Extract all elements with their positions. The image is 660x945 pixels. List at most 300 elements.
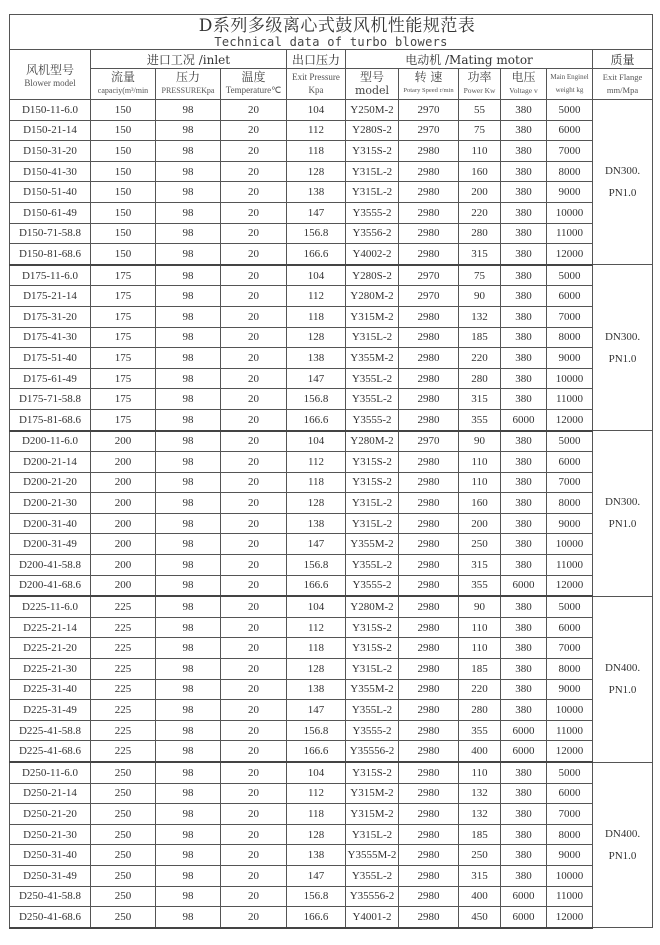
temperature-cell: 20 [221, 555, 287, 576]
motor-model-cell: Y355M-2 [346, 679, 399, 700]
header-flange [593, 69, 653, 100]
speed-cell: 2980 [399, 202, 459, 223]
table-row [10, 244, 653, 265]
flow-cell: 175 [91, 306, 156, 327]
inlet-pressure-cell: 98 [156, 824, 221, 845]
speed-cell: 2970 [399, 100, 459, 121]
table-row [10, 865, 653, 886]
flange-cell [593, 762, 653, 928]
header-voltage-en: Voltage v [509, 86, 538, 95]
voltage-cell: 380 [501, 452, 547, 473]
power-cell: 450 [459, 907, 501, 928]
inlet-pressure-cell: 98 [156, 762, 221, 783]
blower-model-cell: D225-21-14 [10, 617, 91, 638]
temperature-cell: 20 [221, 865, 287, 886]
weight-cell: 7000 [547, 804, 593, 825]
inlet-pressure-cell: 98 [156, 638, 221, 659]
motor-model-cell: Y35556-2 [346, 741, 399, 762]
inlet-pressure-cell: 98 [156, 493, 221, 514]
motor-model-cell: Y315S-2 [346, 617, 399, 638]
exit-pressure-cell: 166.6 [287, 741, 346, 762]
exit-pressure-cell: 112 [287, 783, 346, 804]
voltage-cell: 380 [501, 638, 547, 659]
blower-model-cell: D250-21-30 [10, 824, 91, 845]
flow-cell: 175 [91, 389, 156, 410]
voltage-cell: 380 [501, 865, 547, 886]
blower-model-cell: D250-11-6.0 [10, 762, 91, 783]
speed-cell: 2980 [399, 907, 459, 928]
power-cell: 132 [459, 306, 501, 327]
table-row [10, 659, 653, 680]
temperature-cell: 20 [221, 720, 287, 741]
motor-model-cell: Y355L-2 [346, 368, 399, 389]
table-body [10, 100, 653, 928]
temperature-cell: 20 [221, 306, 287, 327]
voltage-cell: 6000 [501, 409, 547, 430]
motor-model-cell: Y3556-2 [346, 223, 399, 244]
header-motor-model-en: model [354, 84, 390, 97]
blower-model-cell: D200-41-68.6 [10, 575, 91, 596]
voltage-cell: 380 [501, 596, 547, 617]
flow-cell: 150 [91, 120, 156, 141]
blower-model-cell: D250-41-68.6 [10, 907, 91, 928]
speed-cell: 2980 [399, 804, 459, 825]
motor-model-cell: Y315S-2 [346, 638, 399, 659]
power-cell: 55 [459, 100, 501, 121]
table-row [10, 100, 653, 121]
weight-cell: 6000 [547, 286, 593, 307]
temperature-cell: 20 [221, 327, 287, 348]
voltage-cell: 380 [501, 265, 547, 286]
inlet-pressure-cell: 98 [156, 865, 221, 886]
table-row [10, 431, 653, 452]
motor-model-cell: Y315S-2 [346, 452, 399, 473]
motor-model-cell: Y315L-2 [346, 493, 399, 514]
header-temperature-en: Temperature℃ [225, 85, 282, 95]
weight-cell: 10000 [547, 202, 593, 223]
flow-cell: 150 [91, 244, 156, 265]
blower-model-cell: D175-11-6.0 [10, 265, 91, 286]
speed-cell: 2980 [399, 617, 459, 638]
power-cell: 315 [459, 244, 501, 265]
power-cell: 220 [459, 202, 501, 223]
speed-cell: 2980 [399, 223, 459, 244]
header-blower-model [10, 50, 91, 100]
blower-model-cell: D250-21-20 [10, 804, 91, 825]
speed-cell: 2970 [399, 286, 459, 307]
table-row [10, 472, 653, 493]
header-weight-en: Main Enginel [550, 73, 589, 81]
blower-model-cell: D250-41-58.8 [10, 886, 91, 907]
weight-cell: 7000 [547, 638, 593, 659]
blower-model-cell: D200-41-58.8 [10, 555, 91, 576]
power-cell: 315 [459, 555, 501, 576]
exit-pressure-cell: 138 [287, 679, 346, 700]
flow-cell: 250 [91, 865, 156, 886]
power-cell: 110 [459, 452, 501, 473]
inlet-pressure-cell: 98 [156, 534, 221, 555]
voltage-cell: 380 [501, 286, 547, 307]
flow-cell: 175 [91, 368, 156, 389]
voltage-cell: 380 [501, 783, 547, 804]
table-row [10, 783, 653, 804]
speed-cell: 2980 [399, 452, 459, 473]
weight-cell: 7000 [547, 306, 593, 327]
flow-cell: 200 [91, 575, 156, 596]
weight-cell: 9000 [547, 845, 593, 866]
inlet-pressure-cell: 98 [156, 223, 221, 244]
inlet-pressure-cell: 98 [156, 617, 221, 638]
table-row [10, 368, 653, 389]
table-row [10, 804, 653, 825]
temperature-cell: 20 [221, 100, 287, 121]
temperature-cell: 20 [221, 161, 287, 182]
flow-cell: 250 [91, 804, 156, 825]
exit-pressure-cell: 118 [287, 141, 346, 162]
temperature-cell: 20 [221, 679, 287, 700]
temperature-cell: 20 [221, 368, 287, 389]
weight-cell: 11000 [547, 555, 593, 576]
blower-model-cell: D200-21-30 [10, 493, 91, 514]
flow-cell: 225 [91, 659, 156, 680]
header-weight-unit: weight kg [555, 86, 584, 94]
header-flow-cn: 流量 [110, 70, 135, 84]
flow-cell: 250 [91, 886, 156, 907]
inlet-pressure-cell: 98 [156, 720, 221, 741]
exit-pressure-cell: 104 [287, 100, 346, 121]
motor-model-cell: Y315L-2 [346, 161, 399, 182]
weight-cell: 10000 [547, 534, 593, 555]
weight-cell: 11000 [547, 223, 593, 244]
flange-cell [593, 265, 653, 431]
blower-model-cell: D225-21-20 [10, 638, 91, 659]
temperature-cell: 20 [221, 265, 287, 286]
table-row [10, 202, 653, 223]
exit-pressure-cell: 112 [287, 452, 346, 473]
table-row [10, 182, 653, 203]
weight-cell: 8000 [547, 824, 593, 845]
speed-cell: 2980 [399, 638, 459, 659]
temperature-cell: 20 [221, 472, 287, 493]
speed-cell: 2980 [399, 244, 459, 265]
speed-cell: 2980 [399, 783, 459, 804]
power-cell: 110 [459, 141, 501, 162]
exit-pressure-cell: 138 [287, 182, 346, 203]
header-voltage-cn: 电压 [511, 70, 536, 84]
voltage-cell: 380 [501, 617, 547, 638]
voltage-cell: 380 [501, 389, 547, 410]
weight-cell: 5000 [547, 100, 593, 121]
blower-model-cell: D225-31-49 [10, 700, 91, 721]
blower-model-cell: D150-71-58.8 [10, 223, 91, 244]
motor-model-cell: Y280M-2 [346, 431, 399, 452]
speed-cell: 2980 [399, 659, 459, 680]
motor-model-cell: Y315L-2 [346, 327, 399, 348]
flow-cell: 225 [91, 617, 156, 638]
temperature-cell: 20 [221, 409, 287, 430]
voltage-cell: 380 [501, 348, 547, 369]
voltage-cell: 380 [501, 513, 547, 534]
flow-cell: 225 [91, 700, 156, 721]
weight-cell: 5000 [547, 431, 593, 452]
voltage-cell: 380 [501, 327, 547, 348]
flange-pressure: PN1.0 [608, 684, 637, 697]
table-row [10, 638, 653, 659]
temperature-cell: 20 [221, 845, 287, 866]
inlet-pressure-cell: 98 [156, 659, 221, 680]
header-speed [399, 69, 459, 100]
header-motor-group: 电动机 /Mating motor [346, 50, 593, 69]
flange-cell [593, 431, 653, 597]
inlet-pressure-cell: 98 [156, 907, 221, 928]
flow-cell: 250 [91, 845, 156, 866]
voltage-cell: 380 [501, 223, 547, 244]
temperature-cell: 20 [221, 389, 287, 410]
header-flow-en: capaciy(m³/min [97, 86, 149, 95]
flow-cell: 200 [91, 534, 156, 555]
table-row [10, 617, 653, 638]
voltage-cell: 380 [501, 202, 547, 223]
weight-cell: 11000 [547, 720, 593, 741]
temperature-cell: 20 [221, 638, 287, 659]
blower-model-cell: D175-21-14 [10, 286, 91, 307]
temperature-cell: 20 [221, 513, 287, 534]
voltage-cell: 6000 [501, 575, 547, 596]
weight-cell: 12000 [547, 244, 593, 265]
exit-pressure-cell: 156.8 [287, 886, 346, 907]
weight-cell: 9000 [547, 348, 593, 369]
motor-model-cell: Y3555-2 [346, 720, 399, 741]
speed-cell: 2970 [399, 120, 459, 141]
temperature-cell: 20 [221, 182, 287, 203]
blower-model-cell: D225-21-30 [10, 659, 91, 680]
blower-model-cell: D200-21-14 [10, 452, 91, 473]
inlet-pressure-cell: 98 [156, 431, 221, 452]
temperature-cell: 20 [221, 700, 287, 721]
voltage-cell: 380 [501, 845, 547, 866]
power-cell: 185 [459, 824, 501, 845]
weight-cell: 12000 [547, 741, 593, 762]
table-row [10, 327, 653, 348]
power-cell: 400 [459, 886, 501, 907]
power-cell: 160 [459, 493, 501, 514]
speed-cell: 2980 [399, 327, 459, 348]
table-row [10, 534, 653, 555]
table-row [10, 452, 653, 473]
temperature-cell: 20 [221, 783, 287, 804]
inlet-pressure-cell: 98 [156, 161, 221, 182]
power-cell: 110 [459, 762, 501, 783]
speed-cell: 2980 [399, 575, 459, 596]
exit-pressure-cell: 166.6 [287, 907, 346, 928]
exit-pressure-cell: 147 [287, 865, 346, 886]
speed-cell: 2980 [399, 865, 459, 886]
flow-cell: 200 [91, 555, 156, 576]
speed-cell: 2980 [399, 348, 459, 369]
exit-pressure-cell: 156.8 [287, 720, 346, 741]
flow-cell: 250 [91, 762, 156, 783]
blower-model-cell: D200-31-49 [10, 534, 91, 555]
exit-pressure-cell: 156.8 [287, 389, 346, 410]
temperature-cell: 20 [221, 493, 287, 514]
speed-cell: 2980 [399, 845, 459, 866]
flow-cell: 175 [91, 348, 156, 369]
speed-cell: 2980 [399, 513, 459, 534]
header-exit-pressure [287, 69, 346, 100]
power-cell: 355 [459, 720, 501, 741]
motor-model-cell: Y315M-2 [346, 783, 399, 804]
exit-pressure-cell: 147 [287, 534, 346, 555]
motor-model-cell: Y280S-2 [346, 120, 399, 141]
header-exit-pressure-en: Exit Pressure [292, 72, 340, 82]
header-speed-cn: 转 速 [414, 70, 443, 84]
temperature-cell: 20 [221, 907, 287, 928]
exit-pressure-cell: 138 [287, 513, 346, 534]
exit-pressure-cell: 128 [287, 659, 346, 680]
power-cell: 75 [459, 265, 501, 286]
temperature-cell: 20 [221, 348, 287, 369]
inlet-pressure-cell: 98 [156, 741, 221, 762]
flow-cell: 225 [91, 679, 156, 700]
header-pressure [156, 69, 221, 100]
power-cell: 220 [459, 679, 501, 700]
flow-cell: 150 [91, 100, 156, 121]
temperature-cell: 20 [221, 886, 287, 907]
power-cell: 185 [459, 659, 501, 680]
temperature-cell: 20 [221, 741, 287, 762]
flange-size: DN300. [604, 496, 641, 509]
header-speed-en: Potary Speed r/min [403, 87, 454, 94]
header-voltage [501, 69, 547, 100]
motor-model-cell: Y355L-2 [346, 700, 399, 721]
power-cell: 280 [459, 368, 501, 389]
voltage-cell: 380 [501, 244, 547, 265]
power-cell: 250 [459, 534, 501, 555]
exit-pressure-cell: 156.8 [287, 223, 346, 244]
weight-cell: 10000 [547, 700, 593, 721]
flange-pressure: PN1.0 [608, 518, 637, 531]
blower-model-cell: D150-11-6.0 [10, 100, 91, 121]
header-blower-model-cn: 风机型号 [25, 63, 74, 77]
power-cell: 355 [459, 409, 501, 430]
header-temperature-cn: 温度 [241, 70, 266, 84]
blower-model-cell: D175-61-49 [10, 368, 91, 389]
exit-pressure-cell: 128 [287, 161, 346, 182]
voltage-cell: 380 [501, 555, 547, 576]
header-pressure-en: PRESSUREKpa [161, 86, 215, 95]
weight-cell: 10000 [547, 368, 593, 389]
power-cell: 160 [459, 161, 501, 182]
motor-model-cell: Y315S-2 [346, 762, 399, 783]
blower-model-cell: D150-31-20 [10, 141, 91, 162]
inlet-pressure-cell: 98 [156, 100, 221, 121]
inlet-pressure-cell: 98 [156, 783, 221, 804]
temperature-cell: 20 [221, 596, 287, 617]
blower-model-cell: D150-21-14 [10, 120, 91, 141]
flow-cell: 250 [91, 907, 156, 928]
speed-cell: 2980 [399, 596, 459, 617]
blower-model-cell: D175-31-20 [10, 306, 91, 327]
inlet-pressure-cell: 98 [156, 244, 221, 265]
motor-model-cell: Y4002-2 [346, 244, 399, 265]
speed-cell: 2980 [399, 679, 459, 700]
header-flange-unit: mm/Mpa [606, 85, 639, 95]
motor-model-cell: Y35556-2 [346, 886, 399, 907]
temperature-cell: 20 [221, 575, 287, 596]
motor-model-cell: Y4001-2 [346, 907, 399, 928]
flow-cell: 175 [91, 409, 156, 430]
weight-cell: 8000 [547, 493, 593, 514]
voltage-cell: 380 [501, 804, 547, 825]
inlet-pressure-cell: 98 [156, 555, 221, 576]
power-cell: 75 [459, 120, 501, 141]
temperature-cell: 20 [221, 534, 287, 555]
blower-model-cell: D150-51-40 [10, 182, 91, 203]
weight-cell: 11000 [547, 389, 593, 410]
power-cell: 400 [459, 741, 501, 762]
temperature-cell: 20 [221, 617, 287, 638]
temperature-cell: 20 [221, 824, 287, 845]
motor-model-cell: Y315L-2 [346, 824, 399, 845]
motor-model-cell: Y355L-2 [346, 555, 399, 576]
blower-model-cell: D175-71-58.8 [10, 389, 91, 410]
exit-pressure-cell: 118 [287, 472, 346, 493]
speed-cell: 2970 [399, 431, 459, 452]
flow-cell: 175 [91, 327, 156, 348]
weight-cell: 10000 [547, 865, 593, 886]
blower-spec-table [9, 14, 653, 929]
speed-cell: 2980 [399, 306, 459, 327]
header-temperature [221, 69, 287, 100]
header-flange-en: Exit Flange [602, 72, 643, 82]
motor-model-cell: Y315L-2 [346, 182, 399, 203]
blower-model-cell: D175-81-68.6 [10, 409, 91, 430]
flange-size: DN400. [604, 827, 641, 840]
table-row [10, 679, 653, 700]
blower-model-cell: D250-31-49 [10, 865, 91, 886]
voltage-cell: 380 [501, 824, 547, 845]
inlet-pressure-cell: 98 [156, 575, 221, 596]
header-weight-cn: 质量 [593, 50, 653, 69]
power-cell: 90 [459, 431, 501, 452]
power-cell: 90 [459, 596, 501, 617]
blower-model-cell: D150-61-49 [10, 202, 91, 223]
flow-cell: 200 [91, 452, 156, 473]
flow-cell: 250 [91, 783, 156, 804]
inlet-pressure-cell: 98 [156, 368, 221, 389]
speed-cell: 2980 [399, 700, 459, 721]
weight-cell: 7000 [547, 141, 593, 162]
weight-cell: 6000 [547, 452, 593, 473]
speed-cell: 2980 [399, 824, 459, 845]
table-row [10, 161, 653, 182]
header-exit-pressure-unit: Kpa [308, 85, 324, 95]
temperature-cell: 20 [221, 141, 287, 162]
motor-model-cell: Y315S-2 [346, 472, 399, 493]
motor-model-cell: Y280M-2 [346, 286, 399, 307]
exit-pressure-cell: 166.6 [287, 409, 346, 430]
inlet-pressure-cell: 98 [156, 141, 221, 162]
speed-cell: 2980 [399, 555, 459, 576]
weight-cell: 6000 [547, 783, 593, 804]
inlet-pressure-cell: 98 [156, 182, 221, 203]
voltage-cell: 380 [501, 659, 547, 680]
temperature-cell: 20 [221, 804, 287, 825]
motor-model-cell: Y315L-2 [346, 659, 399, 680]
flow-cell: 200 [91, 472, 156, 493]
flow-cell: 250 [91, 824, 156, 845]
exit-pressure-cell: 104 [287, 762, 346, 783]
